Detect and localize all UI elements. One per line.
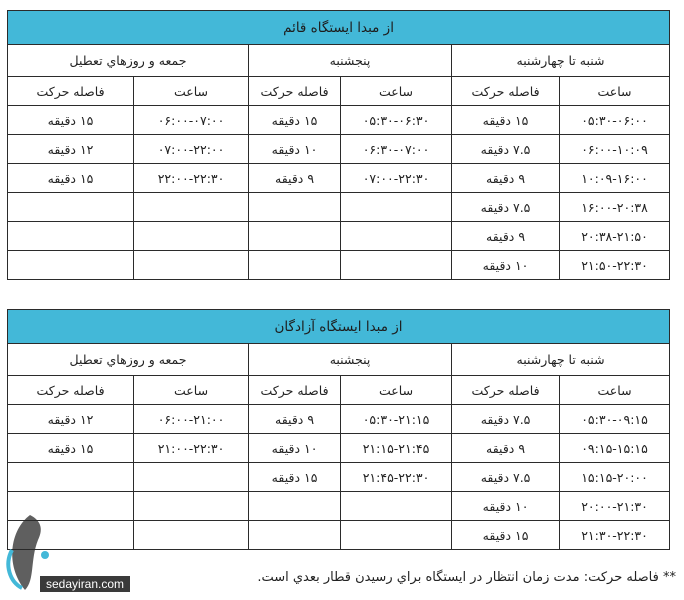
table-row [8,222,670,251]
interval-cell: ۷.۵ دقيقه [452,405,560,434]
interval-cell: ۹ دقيقه [249,164,341,193]
time-column-header: ساعت [134,376,249,405]
column-header-row [8,376,670,405]
day-group-header: جمعه و روزهاي تعطيل [8,45,249,77]
interval-cell: ۱۵ دقيقه [249,463,341,492]
interval-cell: ۷.۵ دقيقه [452,135,560,164]
interval-column-header: فاصله حرکت [452,376,560,405]
time-range-cell: ۰۶:۰۰-۲۱:۰۰ [134,405,249,434]
time-column-header: ساعت [341,376,452,405]
time-range-cell [341,222,452,251]
time-column-header: ساعت [560,376,670,405]
column-header-row [8,77,670,106]
day-group-header: شنبه تا چهارشنبه [452,45,670,77]
time-range-cell [341,521,452,550]
table-row [8,405,670,434]
table-row [8,434,670,463]
time-range-cell: ۲۱:۱۵-۲۱:۴۵ [341,434,452,463]
interval-cell: ۹ دقيقه [452,222,560,251]
interval-cell [8,463,134,492]
interval-cell [8,251,134,280]
time-range-cell: ۲۱:۰۰-۲۲:۳۰ [134,434,249,463]
interval-cell: ۱۰ دقيقه [249,135,341,164]
interval-cell: ۷.۵ دقيقه [452,193,560,222]
time-range-cell: ۱۰:۰۹-۱۶:۰۰ [560,164,670,193]
time-range-cell: ۲۱:۵۰-۲۲:۳۰ [560,251,670,280]
time-range-cell [134,222,249,251]
table-row [8,106,670,135]
time-range-cell: ۲۲:۰۰-۲۲:۳۰ [134,164,249,193]
time-range-cell: ۲۱:۳۰-۲۲:۳۰ [560,521,670,550]
interval-cell: ۱۲ دقيقه [8,405,134,434]
interval-column-header: فاصله حرکت [8,77,134,106]
interval-cell: ۱۰ دقيقه [452,251,560,280]
interval-column-header: فاصله حرکت [8,376,134,405]
interval-cell [249,193,341,222]
interval-cell: ۱۵ دقيقه [8,434,134,463]
table-row [8,251,670,280]
table-row [8,463,670,492]
time-range-cell: ۰۹:۱۵-۱۵:۱۵ [560,434,670,463]
time-range-cell [134,251,249,280]
table-row [8,135,670,164]
interval-cell [8,193,134,222]
time-range-cell: ۰۷:۰۰-۲۲:۰۰ [134,135,249,164]
time-range-cell: ۲۰:۰۰-۲۱:۳۰ [560,492,670,521]
interval-cell: ۱۲ دقيقه [8,135,134,164]
time-range-cell [134,463,249,492]
interval-cell [8,222,134,251]
day-group-header: شنبه تا چهارشنبه [452,344,670,376]
time-range-cell: ۲۱:۴۵-۲۲:۳۰ [341,463,452,492]
interval-cell: ۹ دقيقه [452,164,560,193]
interval-cell [249,251,341,280]
interval-cell: ۱۰ دقيقه [249,434,341,463]
interval-cell: ۹ دقيقه [249,405,341,434]
time-range-cell: ۰۶:۰۰-۰۷:۰۰ [134,106,249,135]
time-range-cell: ۰۵:۳۰-۰۹:۱۵ [560,405,670,434]
title-row [8,11,670,45]
time-range-cell [341,251,452,280]
interval-cell [249,521,341,550]
time-range-cell: ۰۵:۳۰-۰۶:۰۰ [560,106,670,135]
watermark-site: sedayiran.com [40,576,130,592]
time-range-cell: ۰۶:۰۰-۱۰:۰۹ [560,135,670,164]
interval-column-header: فاصله حرکت [249,376,341,405]
table-title: از مبدا ايستگاه قائم [8,11,670,45]
time-range-cell: ۰۶:۳۰-۰۷:۰۰ [341,135,452,164]
interval-cell: ۹ دقيقه [452,434,560,463]
title-row [8,310,670,344]
time-column-header: ساعت [560,77,670,106]
day-group-header: پنجشنبه [249,45,452,77]
group-header-row [8,344,670,376]
time-range-cell [134,193,249,222]
interval-cell [249,492,341,521]
schedule-table-ghaem [7,10,670,280]
group-header-row [8,45,670,77]
time-range-cell: ۰۵:۳۰-۲۱:۱۵ [341,405,452,434]
interval-cell: ۱۵ دقيقه [452,106,560,135]
interval-cell: ۱۵ دقيقه [249,106,341,135]
table-row [8,164,670,193]
interval-cell: ۷.۵ دقيقه [452,463,560,492]
interval-cell: ۱۰ دقيقه [452,492,560,521]
interval-cell [249,222,341,251]
time-range-cell: ۰۵:۳۰-۰۶:۳۰ [341,106,452,135]
interval-cell: ۱۵ دقيقه [8,106,134,135]
interval-cell: ۱۵ دقيقه [8,164,134,193]
day-group-header: پنجشنبه [249,344,452,376]
time-range-cell [341,492,452,521]
table-row [8,193,670,222]
interval-cell: ۱۵ دقيقه [452,521,560,550]
footnote: ** فاصله حرکت: مدت زمان انتظار در ايستگاه براي رسيدن قطار بعدي است. [257,570,676,585]
table-title: از مبدا ايستگاه آزادگان [8,310,670,344]
time-range-cell [341,193,452,222]
interval-column-header: فاصله حرکت [249,77,341,106]
time-range-cell: ۲۰:۳۸-۲۱:۵۰ [560,222,670,251]
time-column-header: ساعت [341,77,452,106]
interval-column-header: فاصله حرکت [452,77,560,106]
time-column-header: ساعت [134,77,249,106]
day-group-header: جمعه و روزهاي تعطيل [8,344,249,376]
time-range-cell: ۱۵:۱۵-۲۰:۰۰ [560,463,670,492]
time-range-cell: ۰۷:۰۰-۲۲:۳۰ [341,164,452,193]
time-range-cell: ۱۶:۰۰-۲۰:۳۸ [560,193,670,222]
